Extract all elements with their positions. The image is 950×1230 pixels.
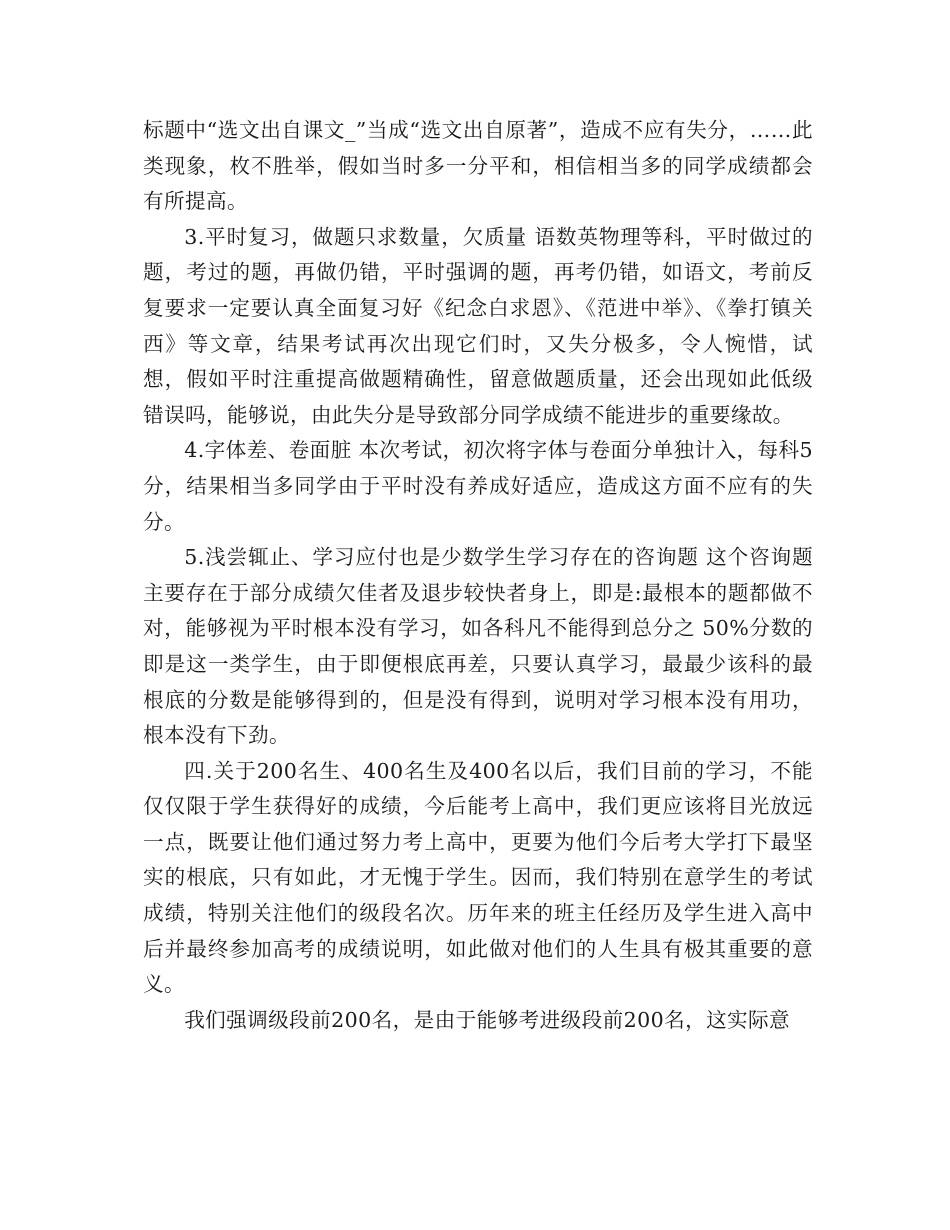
paragraph-continued-text: 标题中“选文出自课文_”当成“选文出自原著”，造成不应有失分，……此类现象，枚不胜举，假如当时多一分平和，相信相当多的同学成绩都会有所提高。 xyxy=(143,118,813,214)
paragraph-section-4: 四.关于200名生、400名生及400名以后，我们目前的学习，不能仅仅限于学生获得好的成绩，今后能考上高中，我们更应该将目光放远一点，既要让他们通过努力考上高中，更要为他们今后考大学打下最坚实的根底，只有如此，才无愧于学生。因而，我们特别在意学生的考试成绩，特别关注他们的级段名次。历年来的班主任经历及学生进入高中后并最终参加高考的成绩说明，如此做对他们的人生具有极其重要的意义。 xyxy=(143,758,813,997)
paragraph-item-5: 5.浅尝辄止、学习应付也是少数学生学习存在的咨询题 这个咨询题主要存在于部分成绩欠佳者及退步较快者身上，即是:最根本的题都做不对，能够视为平时根本没有学习，如各科凡不能得到总分之 50%分数的即是这一类学生，由于即便根底再差，只要认真学习，最最少该科的最根底的分数是能够得到的，但是没有得到，说明对学习根本没有用功，根本没有下劲。 xyxy=(143,545,813,748)
paragraph-last: 我们强调级段前200名，是由于能够考进级段前200名，这实际意 xyxy=(184,1007,791,1032)
paragraph-item-4: 4.字体差、卷面脏 本次考试，初次将字体与卷面分单独计入，每科5分，结果相当多同学由于平时没有养成好适应，造成这方面不应有的失分。 xyxy=(143,438,813,534)
document-body xyxy=(143,113,813,1038)
paragraph-item-3: 3.平时复习，做题只求数量，欠质量 语数英物理等科，平时做过的题，考过的题，再做仍错，平时强调的题，再考仍错，如语文，考前反复要求一定要认真全面复习好《纪念白求恩》、《范进中举》、《拳打镇关西》等文章，结果考试再次出现它们时，又失分极多，令人惋惜，试想，假如平时注重提高做题精确性，留意做题质量，还会出现如此低级错误吗，能够说，由此失分是导致部分同学成绩不能进步的重要缘故。 xyxy=(143,224,813,427)
